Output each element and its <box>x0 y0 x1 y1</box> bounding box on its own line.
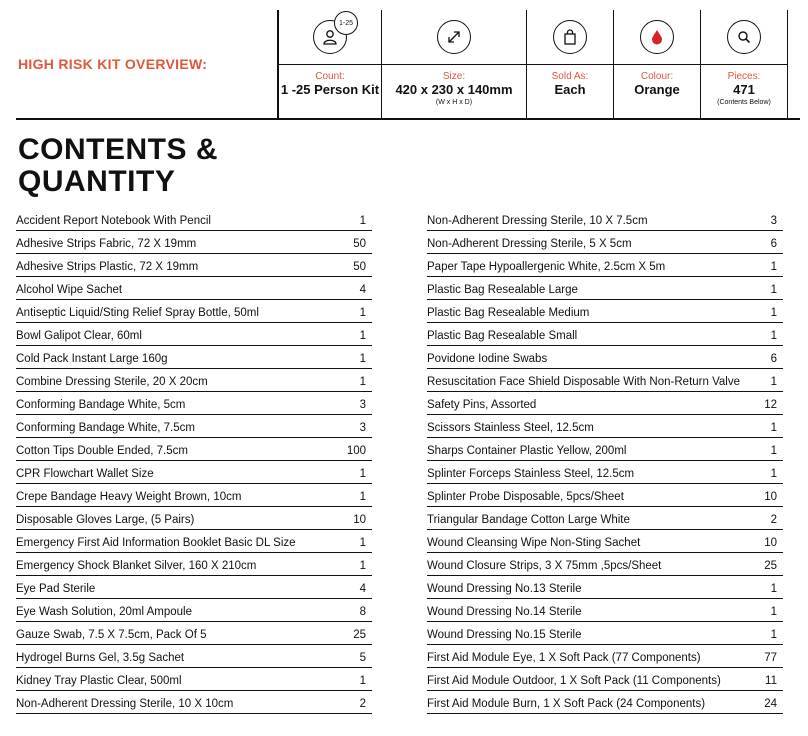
item-quantity: 1 <box>770 606 777 618</box>
list-item <box>16 438 372 461</box>
size-dimensions-note: (W x H x D) <box>435 99 473 106</box>
item-quantity: 6 <box>770 353 777 365</box>
list-item <box>427 346 783 369</box>
list-item <box>16 208 372 231</box>
list-item <box>427 277 783 300</box>
list-item <box>427 622 783 645</box>
size-label: Size: <box>442 71 466 82</box>
spec-boxes <box>277 10 788 120</box>
list-item <box>427 323 783 346</box>
item-name: Gauze Swab, 7.5 X 7.5cm, Pack Of 5 <box>16 629 207 641</box>
item-quantity: 25 <box>764 560 777 572</box>
list-item <box>16 691 372 714</box>
item-quantity: 1 <box>770 422 777 434</box>
item-name: Resuscitation Face Shield Disposable With Non-Return Valve <box>427 376 740 388</box>
item-quantity: 1 <box>770 376 777 388</box>
item-name: Alcohol Wipe Sachet <box>16 284 123 296</box>
item-quantity: 1 <box>359 330 366 342</box>
list-item <box>16 300 372 323</box>
count-box <box>279 10 382 120</box>
list-item <box>427 208 783 231</box>
item-name: Conforming Bandage White, 5cm <box>16 399 186 411</box>
item-name: Non-Adherent Dressing Sterile, 10 X 7.5cm <box>427 215 648 227</box>
item-quantity: 2 <box>770 514 777 526</box>
item-name: Hydrogel Burns Gel, 3.5g Sachet <box>16 652 185 664</box>
item-quantity: 1 <box>359 215 366 227</box>
contents-list-right <box>427 208 783 714</box>
colour-box <box>614 10 701 120</box>
item-quantity: 100 <box>346 445 366 457</box>
item-quantity: 1 <box>359 307 366 319</box>
item-quantity: 1 <box>770 583 777 595</box>
list-item <box>427 438 783 461</box>
item-name: Eye Pad Sterile <box>16 583 96 595</box>
item-name: Antiseptic Liquid/Sting Relief Spray Bottle, 50ml <box>16 307 259 319</box>
item-quantity: 77 <box>764 652 777 664</box>
item-quantity: 2 <box>359 698 366 710</box>
item-quantity: 1 <box>770 284 777 296</box>
item-quantity: 6 <box>770 238 777 250</box>
list-item <box>16 231 372 254</box>
kit-overview-header <box>0 0 808 120</box>
item-quantity: 50 <box>353 238 366 250</box>
item-quantity: 11 <box>765 675 777 687</box>
item-quantity: 5 <box>359 652 366 664</box>
sold-as-value: Each <box>554 82 586 97</box>
list-item <box>427 392 783 415</box>
item-quantity: 1 <box>359 560 366 572</box>
list-item <box>16 392 372 415</box>
item-quantity: 1 <box>770 261 777 273</box>
header-divider <box>16 118 800 120</box>
item-quantity: 1 <box>359 675 366 687</box>
item-quantity: 25 <box>353 629 366 641</box>
size-box <box>382 10 527 120</box>
item-quantity: 1 <box>359 537 366 549</box>
list-item <box>427 599 783 622</box>
item-name: Cotton Tips Double Ended, 7.5cm <box>16 445 188 457</box>
item-name: Disposable Gloves Large, (5 Pairs) <box>16 514 195 526</box>
pieces-box <box>701 10 788 120</box>
item-quantity: 3 <box>770 215 777 227</box>
list-item <box>16 346 372 369</box>
list-item <box>16 530 372 553</box>
count-value: 1 -25 Person Kit <box>280 82 380 97</box>
item-quantity: 10 <box>764 537 777 549</box>
item-name: Crepe Bandage Heavy Weight Brown, 10cm <box>16 491 242 503</box>
contents-list-left <box>16 208 372 714</box>
item-quantity: 1 <box>359 376 366 388</box>
person-icon <box>313 19 353 54</box>
item-name: First Aid Module Outdoor, 1 X Soft Pack (11 Components) <box>427 675 721 687</box>
list-item <box>16 484 372 507</box>
item-quantity: 1 <box>359 353 366 365</box>
list-item <box>427 645 783 668</box>
item-quantity: 4 <box>359 583 366 595</box>
item-name: First Aid Module Eye, 1 X Soft Pack (77 Components) <box>427 652 701 664</box>
pieces-value: 471 <box>733 82 755 97</box>
item-name: Wound Dressing No.15 Sterile <box>427 629 582 641</box>
item-name: Wound Closure Strips, 3 X 75mm ,5pcs/Sheet <box>427 560 662 572</box>
magnifier-icon <box>727 20 761 54</box>
list-item <box>16 254 372 277</box>
item-name: Kidney Tray Plastic Clear, 500ml <box>16 675 182 687</box>
item-name: Emergency First Aid Information Booklet Basic DL Size <box>16 537 296 549</box>
item-quantity: 1 <box>770 629 777 641</box>
list-item <box>16 277 372 300</box>
item-name: Cold Pack Instant Large 160g <box>16 353 168 365</box>
list-item <box>16 415 372 438</box>
item-name: Emergency Shock Blanket Silver, 160 X 210cm <box>16 560 257 572</box>
item-name: CPR Flowchart Wallet Size <box>16 468 154 480</box>
list-item <box>427 484 783 507</box>
item-quantity: 24 <box>764 698 777 710</box>
shopping-bag-icon <box>553 20 587 54</box>
list-item <box>427 461 783 484</box>
list-item <box>427 369 783 392</box>
item-name: Safety Pins, Assorted <box>427 399 537 411</box>
item-name: Bowl Galipot Clear, 60ml <box>16 330 142 342</box>
list-item <box>16 622 372 645</box>
list-item <box>427 300 783 323</box>
count-badge: 1-25 <box>334 11 358 35</box>
pieces-label: Pieces: <box>727 71 761 82</box>
item-quantity: 1 <box>359 491 366 503</box>
item-quantity: 1 <box>770 445 777 457</box>
list-item <box>16 553 372 576</box>
item-name: Combine Dressing Sterile, 20 X 20cm <box>16 376 208 388</box>
list-item <box>16 461 372 484</box>
item-name: Plastic Bag Resealable Medium <box>427 307 590 319</box>
item-quantity: 10 <box>353 514 366 526</box>
item-name: Adhesive Strips Fabric, 72 X 19mm <box>16 238 197 250</box>
list-item <box>427 668 783 691</box>
item-name: Povidone Iodine Swabs <box>427 353 548 365</box>
item-quantity: 1 <box>359 468 366 480</box>
item-quantity: 12 <box>764 399 777 411</box>
color-drop-icon <box>640 20 674 54</box>
item-name: Wound Dressing No.14 Sterile <box>427 606 582 618</box>
item-quantity: 1 <box>770 330 777 342</box>
resize-arrows-icon <box>437 20 471 54</box>
item-name: Splinter Forceps Stainless Steel, 12.5cm <box>427 468 635 480</box>
item-name: Adhesive Strips Plastic, 72 X 19mm <box>16 261 199 273</box>
list-item <box>16 369 372 392</box>
list-item <box>427 553 783 576</box>
item-quantity: 8 <box>359 606 366 618</box>
list-item <box>427 415 783 438</box>
item-name: Sharps Container Plastic Yellow, 200ml <box>427 445 627 457</box>
item-name: Accident Report Notebook With Pencil <box>16 215 211 227</box>
item-name: Plastic Bag Resealable Small <box>427 330 578 342</box>
item-name: Triangular Bandage Cotton Large White <box>427 514 630 526</box>
pieces-note: (Contents Below) <box>717 99 771 106</box>
item-name: Splinter Probe Disposable, 5pcs/Sheet <box>427 491 624 503</box>
item-quantity: 10 <box>764 491 777 503</box>
list-item <box>427 691 783 714</box>
sold-as-label: Sold As: <box>551 71 589 82</box>
item-name: First Aid Module Burn, 1 X Soft Pack (24 Components) <box>427 698 706 710</box>
list-item <box>16 576 372 599</box>
list-item <box>427 530 783 553</box>
contents-title <box>18 134 218 198</box>
count-label: Count: <box>315 71 345 82</box>
item-name: Wound Dressing No.13 Sterile <box>427 583 582 595</box>
list-item <box>427 576 783 599</box>
item-quantity: 3 <box>359 422 366 434</box>
item-name: Paper Tape Hypoallergenic White, 2.5cm X 5m <box>427 261 666 273</box>
list-item <box>427 254 783 277</box>
item-name: Non-Adherent Dressing Sterile, 10 X 10cm <box>16 698 234 710</box>
item-name: Wound Cleansing Wipe Non-Sting Sachet <box>427 537 641 549</box>
item-name: Non-Adherent Dressing Sterile, 5 X 5cm <box>427 238 632 250</box>
list-item <box>427 507 783 530</box>
contents-title-line2: QUANTITY <box>18 165 176 198</box>
size-value: 420 x 230 x 140mm <box>395 82 513 97</box>
item-quantity: 3 <box>359 399 366 411</box>
kit-overview-title: HIGH RISK KIT OVERVIEW: <box>18 56 208 72</box>
list-item <box>16 507 372 530</box>
colour-value: Orange <box>634 82 680 97</box>
item-name: Eye Wash Solution, 20ml Ampoule <box>16 606 192 618</box>
contents-title-line1: CONTENTS & <box>18 133 218 166</box>
item-quantity: 1 <box>770 307 777 319</box>
item-quantity: 50 <box>353 261 366 273</box>
sold-as-box <box>527 10 614 120</box>
item-quantity: 4 <box>359 284 366 296</box>
colour-label: Colour: <box>640 71 674 82</box>
list-item <box>16 323 372 346</box>
list-item <box>427 231 783 254</box>
item-quantity: 1 <box>770 468 777 480</box>
item-name: Plastic Bag Resealable Large <box>427 284 578 296</box>
list-item <box>16 668 372 691</box>
item-name: Conforming Bandage White, 7.5cm <box>16 422 195 434</box>
list-item <box>16 645 372 668</box>
list-item <box>16 599 372 622</box>
item-name: Scissors Stainless Steel, 12.5cm <box>427 422 594 434</box>
